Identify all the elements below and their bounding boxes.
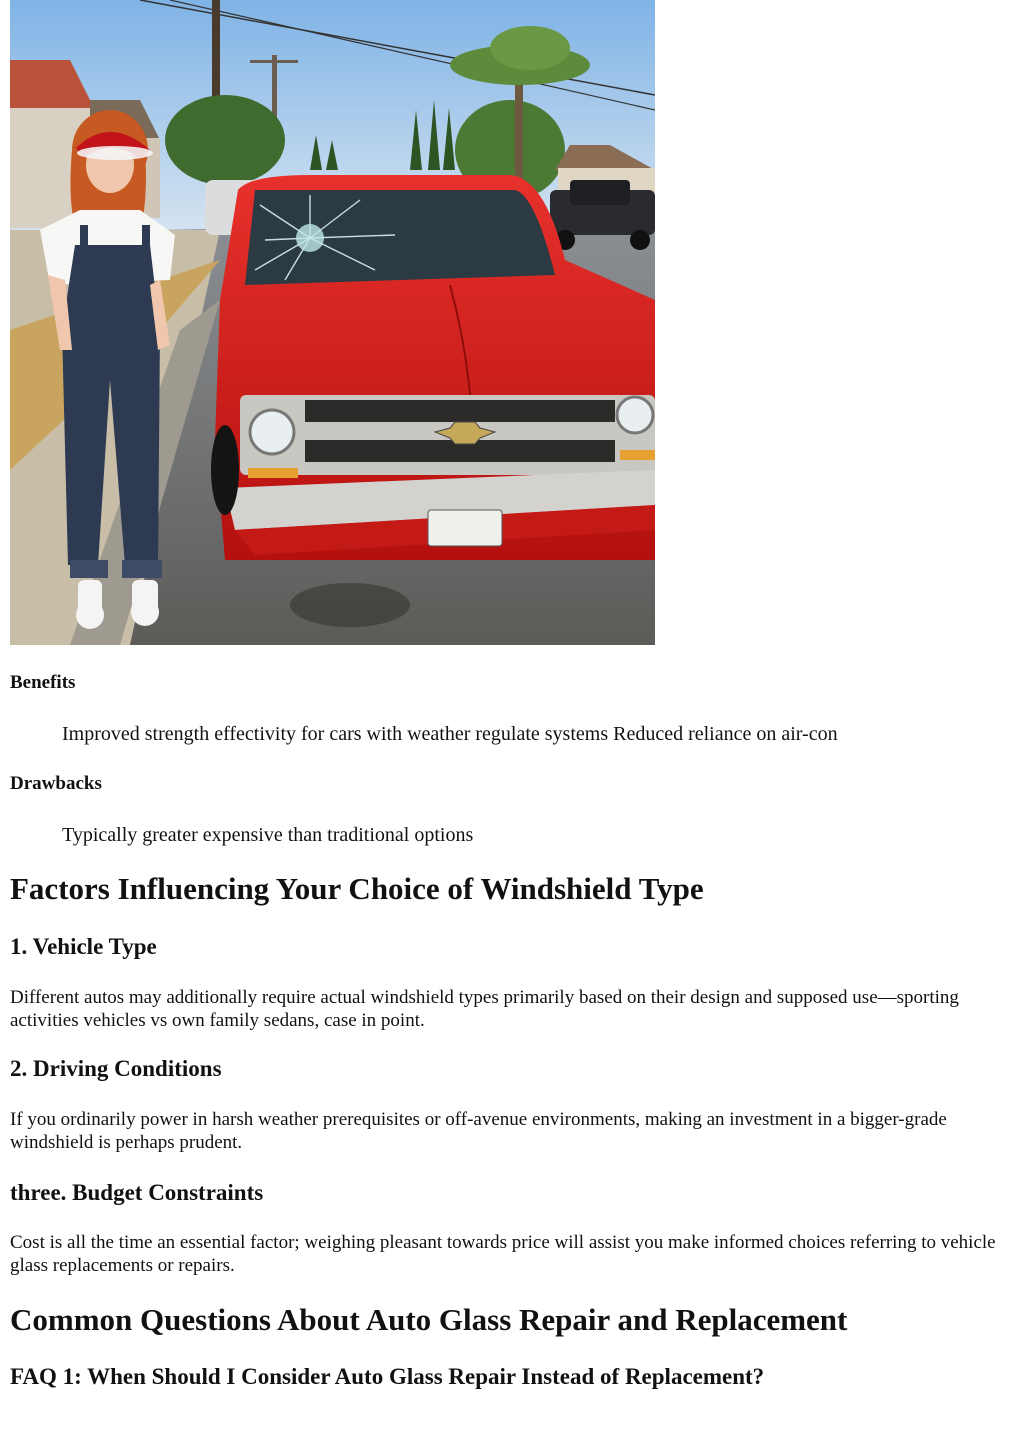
drawbacks-text: Typically greater expensive than traditional options <box>62 824 474 846</box>
vehicle-type-text: Different autos may additionally require actual windshield types primarily based on their design and supposed use—sporting activities vehicles vs own family sedans, case in point. <box>10 987 959 1031</box>
budget-constraints-heading: three. Budget Constraints <box>10 1180 264 1205</box>
vehicle-type-heading: 1. Vehicle Type <box>10 934 157 959</box>
benefits-label: Benefits <box>10 672 76 693</box>
factors-heading: Factors Influencing Your Choice of Windshield Type <box>10 871 704 906</box>
hero-image <box>10 0 655 645</box>
faq-section-heading: Common Questions About Auto Glass Repair and Replacement <box>10 1302 848 1337</box>
budget-constraints-text: Cost is all the time an essential factor; weighing pleasant towards price will assist you make informed choices referring to vehicle glass replacements or repairs. <box>10 1232 996 1276</box>
driving-conditions-heading: 2. Driving Conditions <box>10 1056 222 1081</box>
drawbacks-label: Drawbacks <box>10 773 102 794</box>
driving-conditions-text: If you ordinarily power in harsh weather prerequisites or off-avenue environments, making an investment in a bigger-grade windshield is perhaps prudent. <box>10 1109 947 1153</box>
benefits-text: Improved strength effectivity for cars with weather regulate systems Reduced reliance on air-con <box>62 723 838 745</box>
faq-1-heading: FAQ 1: When Should I Consider Auto Glass Repair Instead of Replacement? <box>10 1364 765 1389</box>
